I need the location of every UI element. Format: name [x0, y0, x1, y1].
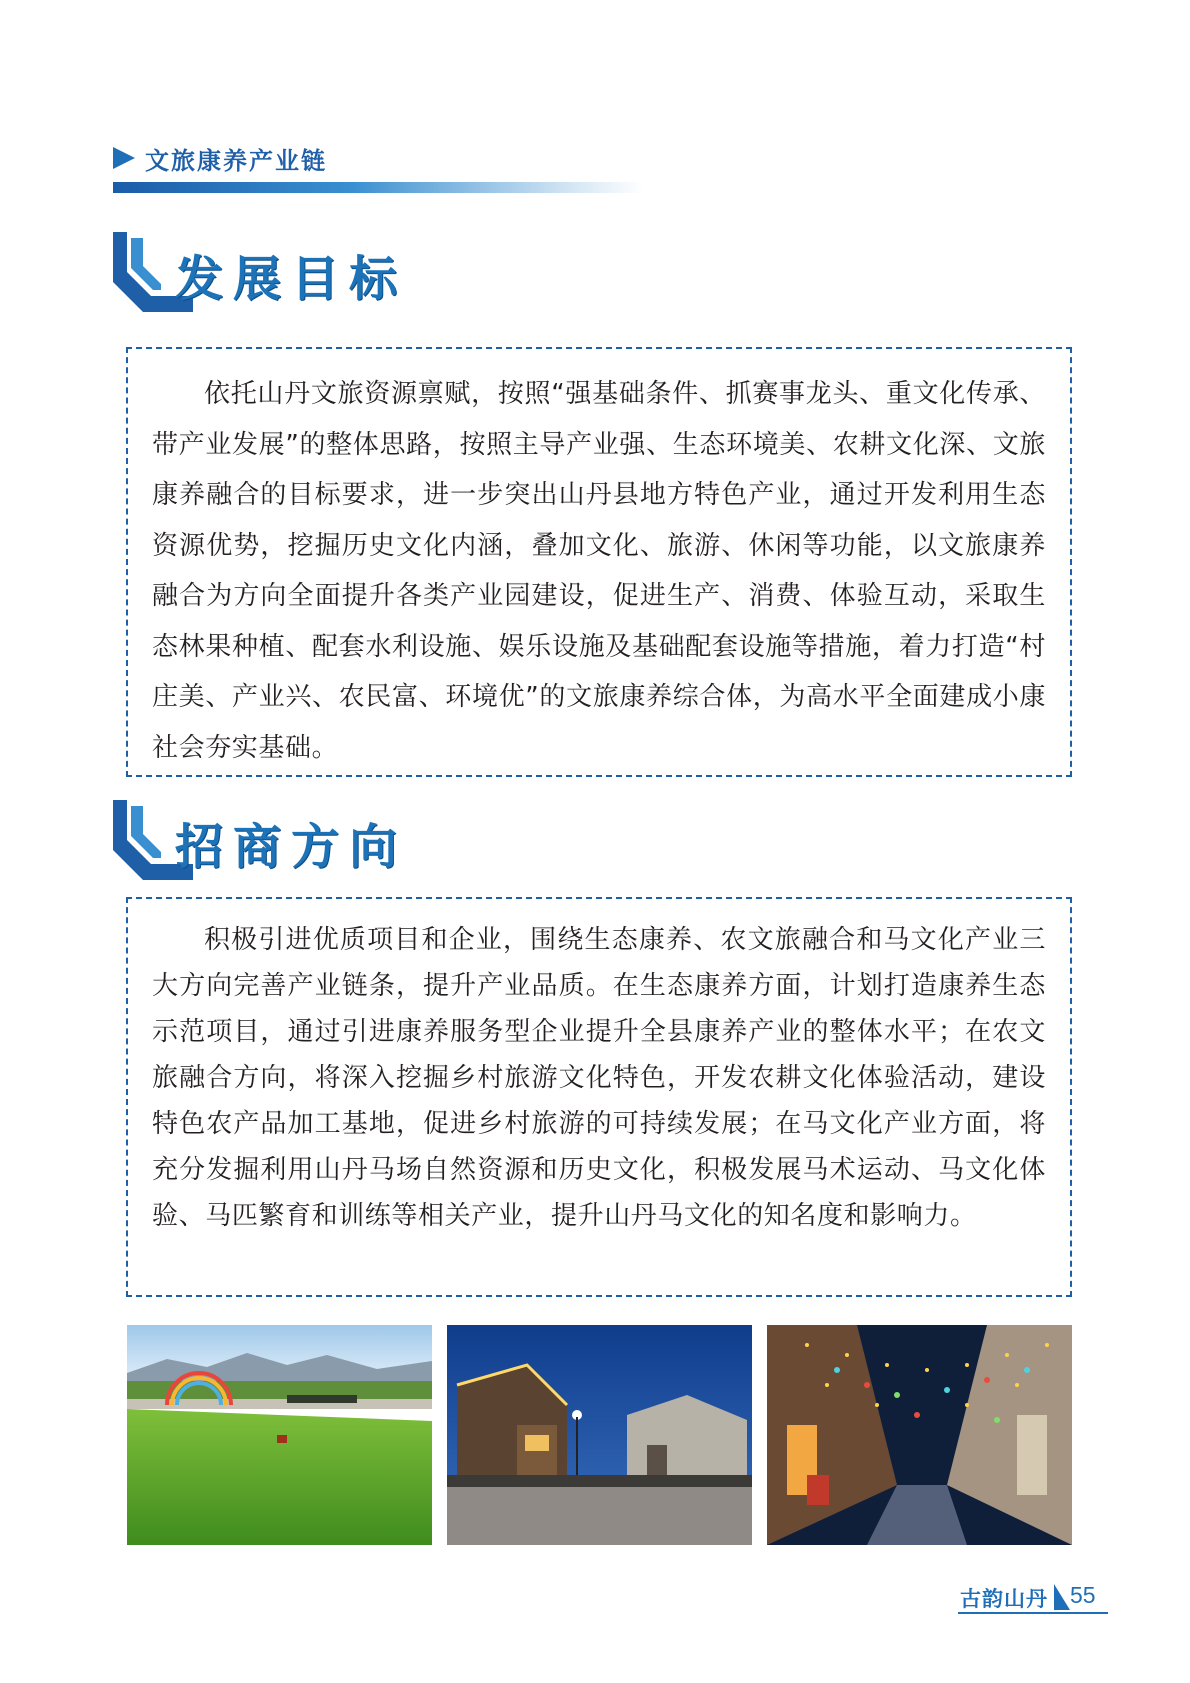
lantern-street-photo: [767, 1325, 1072, 1545]
section-title: 招商方向: [175, 819, 408, 875]
page-number: 55: [1070, 1582, 1096, 1608]
section-heading-goals: [113, 232, 513, 312]
chapter-underline: [113, 182, 643, 193]
section-title: 发展目标: [175, 251, 408, 307]
footer-rule: [958, 1612, 1108, 1614]
page-footer: [958, 1580, 1108, 1616]
goals-paragraph: 依托山丹文旅资源禀赋，按照“强基础条件、抓赛事龙头、重文化传承、带产业发展”的整体思路，按照主导产业强、生态环境美、农耕文化深、文旅康养融合的目标要求，进一步突出山丹县地方特色产业，通过开发利用生态资源优势，挖掘历史文化内涵，叠加文化、旅游、休闲等功能，以文旅康养融合为方向全面提升各类产业园建设，促进生产、消费、体验互动，采取生态林果种植、配套水利设施、娱乐设施及基础配套设施等措施，着力打造“村庄美、产业兴、农民富、环境优”的文旅康养综合体，为高水平全面建成小康社会夯实基础。: [152, 379, 1046, 763]
goals-text-box: [126, 347, 1072, 777]
night-village-photo: [447, 1325, 752, 1545]
footer-brand: 古韵山丹: [960, 1587, 1048, 1611]
chevron-right-icon: [113, 147, 135, 169]
chapter-header: [113, 140, 327, 176]
chapter-title: 文旅康养产业链: [145, 146, 327, 175]
corner-wedge-icon: [1054, 1584, 1070, 1610]
investment-paragraph: 积极引进优质项目和企业，围绕生态康养、农文旅融合和马文化产业三大方向完善产业链条，提升产业品质。在生态康养方面，计划打造康养生态示范项目，通过引进康养服务型企业提升全县康养产业的整体水平；在农文旅融合方向，将深入挖掘乡村旅游文化特色，开发农耕文化体验活动，建设特色农产品加工基地，促进乡村旅游的可持续发展；在马文化产业方面，将充分发掘利用山丹马场自然资源和历史文化，积极发展马术运动、马文化体验、马匹繁育和训练等相关产业，提升山丹马文化的知名度和影响力。: [152, 925, 1046, 1231]
investment-text-box: [126, 897, 1072, 1297]
section-heading-investment: [113, 800, 513, 880]
grassland-rainbow-photo: [127, 1325, 432, 1545]
